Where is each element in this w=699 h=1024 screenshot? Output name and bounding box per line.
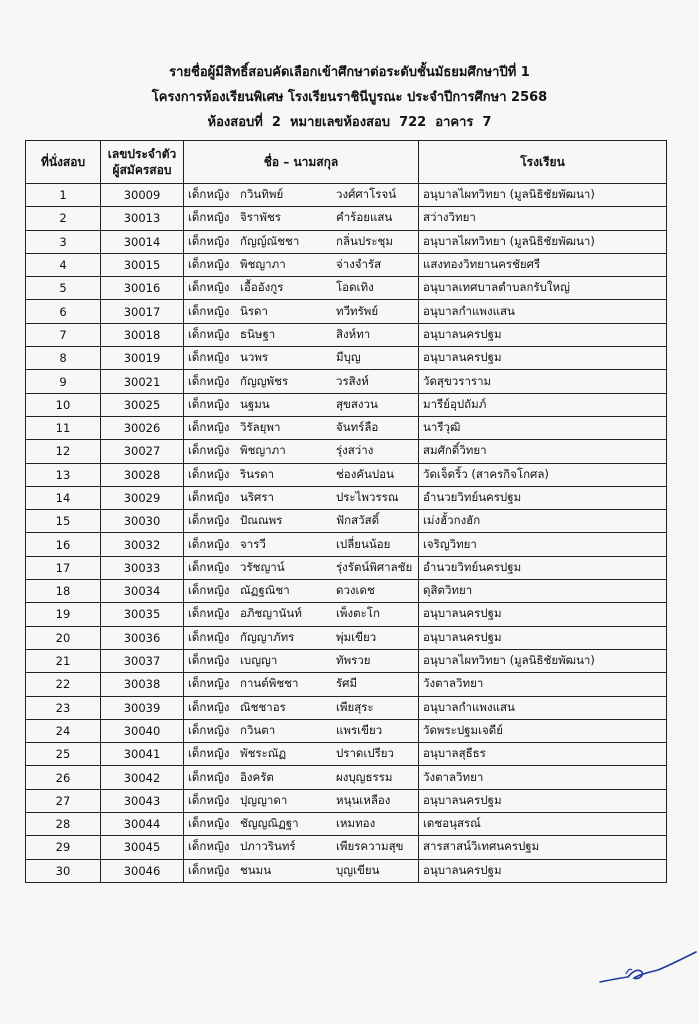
applicant-id: 30041 xyxy=(101,743,184,766)
last-name: ทวีทรัพย์ xyxy=(336,303,379,318)
last-name: สิงห์ทา xyxy=(336,326,371,341)
seat-number: 6 xyxy=(26,300,101,323)
name-prefix: เด็กหญิง xyxy=(188,746,230,761)
first-name: ชนมน xyxy=(240,862,272,877)
applicant-id: 30014 xyxy=(101,230,184,253)
table-header-row xyxy=(26,141,667,184)
last-name: จันทร์ลือ xyxy=(336,420,379,435)
last-name: โอดเทิง xyxy=(336,280,374,295)
last-name: เพ็งตะโก xyxy=(336,606,380,621)
table-row xyxy=(26,323,667,346)
applicant-id: 30028 xyxy=(101,463,184,486)
seat-number: 18 xyxy=(26,580,101,603)
title-line-1: รายชื่อผู้มีสิทธิ์สอบคัดเลือกเข้าศึกษาต่อระดับชั้นมัธยมศึกษาปีที่ 1 xyxy=(169,65,530,80)
applicant-id: 30013 xyxy=(101,207,184,230)
school-name: สารสาสน์วิเทศนครปฐม xyxy=(419,836,667,859)
seat-number: 8 xyxy=(26,347,101,370)
first-name: ปัณณพร xyxy=(240,513,283,528)
first-name: วิรัลยุพา xyxy=(240,420,281,435)
table-row xyxy=(26,393,667,416)
last-name: ปราดเปรียว xyxy=(336,746,395,761)
last-name: วงศ์ศาโรจน์ xyxy=(336,187,397,202)
seat-number: 4 xyxy=(26,253,101,276)
applicant-id: 30015 xyxy=(101,253,184,276)
applicant-id: 30042 xyxy=(101,766,184,789)
first-name: กัญญ์ณัชชา xyxy=(240,233,300,248)
first-name: ณัฏฐณิชา xyxy=(240,583,290,598)
seat-number: 22 xyxy=(26,673,101,696)
student-name xyxy=(184,789,419,812)
first-name: กัญญาภัทร xyxy=(240,629,295,644)
school-name: เจริญวิทยา xyxy=(419,533,667,556)
applicant-id: 30040 xyxy=(101,719,184,742)
candidate-table xyxy=(25,140,667,883)
school-name: อนุบาลนครปฐม xyxy=(419,323,667,346)
school-name: วัดพระปฐมเจดีย์ xyxy=(419,719,667,742)
name-prefix: เด็กหญิง xyxy=(188,187,230,202)
last-name: บุญเขียน xyxy=(336,862,380,877)
applicant-id: 30039 xyxy=(101,696,184,719)
school-name: อนุบาลไผทวิทยา (มูลนิธิชัยพัฒนา) xyxy=(419,649,667,672)
table-row xyxy=(26,789,667,812)
document-header xyxy=(0,60,699,135)
name-prefix: เด็กหญิง xyxy=(188,839,230,854)
seat-number: 19 xyxy=(26,603,101,626)
seat-number: 26 xyxy=(26,766,101,789)
name-prefix: เด็กหญิง xyxy=(188,559,230,574)
first-name: พิชญาภา xyxy=(240,257,286,272)
name-prefix: เด็กหญิง xyxy=(188,420,230,435)
seat-number: 5 xyxy=(26,277,101,300)
applicant-id: 30021 xyxy=(101,370,184,393)
applicant-id: 30035 xyxy=(101,603,184,626)
school-name: อำนวยวิทย์นครปฐม xyxy=(419,556,667,579)
school-name: มารีย์อุปถัมภ์ xyxy=(419,393,667,416)
student-name xyxy=(184,533,419,556)
table-row xyxy=(26,253,667,276)
applicant-id: 30046 xyxy=(101,859,184,882)
header-seat: ที่นั่งสอบ xyxy=(26,141,101,184)
header-applicant-id xyxy=(101,141,184,184)
school-name: เดชอนุสรณ์ xyxy=(419,813,667,836)
table-row xyxy=(26,277,667,300)
student-name xyxy=(184,626,419,649)
name-prefix: เด็กหญิง xyxy=(188,606,230,621)
first-name: จารวี xyxy=(240,536,266,551)
table-row xyxy=(26,649,667,672)
name-prefix: เด็กหญิง xyxy=(188,862,230,877)
school-name: สมศักดิ์วิทยา xyxy=(419,440,667,463)
last-name: พุ่มเขียว xyxy=(336,629,377,644)
table-row xyxy=(26,836,667,859)
name-prefix: เด็กหญิง xyxy=(188,629,230,644)
school-name: วังตาลวิทยา xyxy=(419,766,667,789)
last-name: มีบุญ xyxy=(336,350,361,365)
student-name xyxy=(184,673,419,696)
seat-number: 23 xyxy=(26,696,101,719)
name-prefix: เด็กหญิง xyxy=(188,373,230,388)
applicant-id: 30033 xyxy=(101,556,184,579)
last-name: เพียสุระ xyxy=(336,699,374,714)
table-row xyxy=(26,719,667,742)
table-row xyxy=(26,603,667,626)
first-name: พัชระณัฏ xyxy=(240,746,287,761)
school-name: อนุบาลสุธีธร xyxy=(419,743,667,766)
student-name xyxy=(184,253,419,276)
table-row xyxy=(26,626,667,649)
first-name: ปุญญาดา xyxy=(240,792,288,807)
school-name: อนุบาลกำแพงแสน xyxy=(419,300,667,323)
student-name xyxy=(184,300,419,323)
school-name: อนุบาลนครปฐม xyxy=(419,789,667,812)
last-name: เพียรความสุข xyxy=(336,839,404,854)
name-prefix: เด็กหญิง xyxy=(188,676,230,691)
last-name: แพรเขียว xyxy=(336,722,383,737)
last-name: ทัพรวย xyxy=(336,653,371,668)
table-row xyxy=(26,696,667,719)
first-name: กานต์พิชชา xyxy=(240,676,299,691)
applicant-id: 30019 xyxy=(101,347,184,370)
student-name xyxy=(184,696,419,719)
first-name: ปภาวรินทร์ xyxy=(240,839,296,854)
first-name: กัญญพัชร xyxy=(240,373,289,388)
table-row xyxy=(26,556,667,579)
table-row xyxy=(26,347,667,370)
name-prefix: เด็กหญิง xyxy=(188,443,230,458)
first-name: เอื้ออังกูร xyxy=(240,280,284,295)
header-name: ชื่อ – นามสกุล xyxy=(184,141,419,184)
first-name: อิงครัต xyxy=(240,769,274,784)
student-name xyxy=(184,347,419,370)
applicant-id: 30027 xyxy=(101,440,184,463)
table-body xyxy=(26,184,667,883)
table-row xyxy=(26,184,667,207)
student-name xyxy=(184,370,419,393)
header-school: โรงเรียน xyxy=(419,141,667,184)
applicant-id: 30045 xyxy=(101,836,184,859)
table-row xyxy=(26,370,667,393)
student-name xyxy=(184,393,419,416)
first-name: เบญญา xyxy=(240,653,278,668)
table-row xyxy=(26,743,667,766)
name-prefix: เด็กหญิง xyxy=(188,792,230,807)
last-name: รุ่งสว่าง xyxy=(336,443,374,458)
seat-number: 13 xyxy=(26,463,101,486)
first-name: ณิชชาอร xyxy=(240,699,286,714)
applicant-id: 30025 xyxy=(101,393,184,416)
header-applicant-id-line2: ผู้สมัครสอบ xyxy=(112,163,172,177)
seat-number: 9 xyxy=(26,370,101,393)
first-name: นริศรา xyxy=(240,490,274,504)
last-name: สุขสงวน xyxy=(336,396,378,411)
school-name: สว่างวิทยา xyxy=(419,207,667,230)
last-name: หนุนเหลือง xyxy=(336,792,391,807)
student-name xyxy=(184,813,419,836)
name-prefix: เด็กหญิง xyxy=(188,280,230,295)
first-name: ชัญญณิฏฐา xyxy=(240,816,299,831)
school-name: อนุบาลนครปฐม xyxy=(419,626,667,649)
name-prefix: เด็กหญิง xyxy=(188,303,230,318)
table-row xyxy=(26,813,667,836)
seat-number: 16 xyxy=(26,533,101,556)
first-name: กวินทิพย์ xyxy=(240,187,284,202)
name-prefix: เด็กหญิง xyxy=(188,326,230,341)
first-name: นวพร xyxy=(240,350,269,365)
school-name: อนุบาลนครปฐม xyxy=(419,859,667,882)
table-row xyxy=(26,766,667,789)
seat-number: 14 xyxy=(26,486,101,509)
table-row xyxy=(26,416,667,439)
school-name: วัดสุขวราราม xyxy=(419,370,667,393)
seat-number: 2 xyxy=(26,207,101,230)
table-row xyxy=(26,463,667,486)
student-name xyxy=(184,486,419,509)
student-name xyxy=(184,207,419,230)
last-name: ช่องคันปอน xyxy=(336,466,394,481)
name-prefix: เด็กหญิง xyxy=(188,466,230,481)
last-name: ประไพวรรณ xyxy=(336,490,399,504)
header-applicant-id-line1: เลขประจำตัว xyxy=(107,147,177,161)
school-name: อำนวยวิทย์นครปฐม xyxy=(419,486,667,509)
student-name xyxy=(184,463,419,486)
school-name: ดุสิตวิทยา xyxy=(419,580,667,603)
student-name xyxy=(184,766,419,789)
name-prefix: เด็กหญิง xyxy=(188,536,230,551)
school-name: เม่งฮั้วกงฮัก xyxy=(419,510,667,533)
table-row xyxy=(26,859,667,882)
student-name xyxy=(184,743,419,766)
table-row xyxy=(26,580,667,603)
student-name xyxy=(184,510,419,533)
applicant-id: 30037 xyxy=(101,649,184,672)
name-prefix: เด็กหญิง xyxy=(188,257,230,272)
seat-number: 11 xyxy=(26,416,101,439)
school-name: อนุบาลไผทวิทยา (มูลนิธิชัยพัฒนา) xyxy=(419,184,667,207)
last-name: เหมทอง xyxy=(336,816,376,831)
seat-number: 27 xyxy=(26,789,101,812)
name-prefix: เด็กหญิง xyxy=(188,816,230,831)
table-row xyxy=(26,207,667,230)
seat-number: 7 xyxy=(26,323,101,346)
name-prefix: เด็กหญิง xyxy=(188,513,230,528)
applicant-id: 30044 xyxy=(101,813,184,836)
last-name: ฟักสวัสดิ์ xyxy=(336,513,380,528)
first-name: รินรดา xyxy=(240,466,275,481)
seat-number: 3 xyxy=(26,230,101,253)
name-prefix: เด็กหญิง xyxy=(188,396,230,411)
school-name: อนุบาลกำแพงแสน xyxy=(419,696,667,719)
student-name xyxy=(184,556,419,579)
seat-number: 20 xyxy=(26,626,101,649)
applicant-id: 30030 xyxy=(101,510,184,533)
table-row xyxy=(26,230,667,253)
first-name: ธนิษฐา xyxy=(240,326,276,341)
last-name: เปลี่ยนน้อย xyxy=(336,536,391,551)
last-name: ผงบุญธรรม xyxy=(336,769,393,784)
name-prefix: เด็กหญิง xyxy=(188,699,230,714)
first-name: จิราพัชร xyxy=(240,210,281,225)
signature-icon xyxy=(598,950,698,990)
table-row xyxy=(26,533,667,556)
seat-number: 17 xyxy=(26,556,101,579)
student-name xyxy=(184,580,419,603)
school-name: วังตาลวิทยา xyxy=(419,673,667,696)
last-name: กลิ่นประชุม xyxy=(336,233,393,248)
seat-number: 12 xyxy=(26,440,101,463)
seat-number: 30 xyxy=(26,859,101,882)
table-row xyxy=(26,300,667,323)
first-name: วรัชญาน์ xyxy=(240,559,285,574)
student-name xyxy=(184,416,419,439)
name-prefix: เด็กหญิง xyxy=(188,653,230,668)
first-name: อภิชญานันท์ xyxy=(240,606,302,621)
applicant-id: 30029 xyxy=(101,486,184,509)
name-prefix: เด็กหญิง xyxy=(188,769,230,784)
table-row xyxy=(26,486,667,509)
applicant-id: 30034 xyxy=(101,580,184,603)
student-name xyxy=(184,277,419,300)
seat-number: 15 xyxy=(26,510,101,533)
student-name xyxy=(184,230,419,253)
title-line-2: โครงการห้องเรียนพิเศษ โรงเรียนราชินีบูรณะ ประจำปีการศึกษา 2568 xyxy=(151,90,548,105)
applicant-id: 30026 xyxy=(101,416,184,439)
last-name: วรสิงห์ xyxy=(336,373,369,388)
student-name xyxy=(184,440,419,463)
name-prefix: เด็กหญิง xyxy=(188,490,230,504)
last-name: คำร้อยแสน xyxy=(336,210,393,225)
title-line-3: ห้องสอบที่ 2 หมายเลขห้องสอบ 722 อาคาร 7 xyxy=(207,115,492,130)
applicant-id: 30038 xyxy=(101,673,184,696)
school-name: แสงทองวิทยานครชัยศรี xyxy=(419,253,667,276)
first-name: พิชญาภา xyxy=(240,443,286,458)
student-name xyxy=(184,603,419,626)
table-row xyxy=(26,510,667,533)
student-name xyxy=(184,323,419,346)
applicant-id: 30043 xyxy=(101,789,184,812)
school-name: อนุบาลเทศบาลตำบลกรับใหญ่ xyxy=(419,277,667,300)
student-name xyxy=(184,859,419,882)
applicant-id: 30032 xyxy=(101,533,184,556)
seat-number: 28 xyxy=(26,813,101,836)
last-name: จ่างจำรัส xyxy=(336,257,382,272)
seat-number: 24 xyxy=(26,719,101,742)
name-prefix: เด็กหญิง xyxy=(188,210,230,225)
school-name: อนุบาลนครปฐม xyxy=(419,603,667,626)
applicant-id: 30036 xyxy=(101,626,184,649)
applicant-id: 30018 xyxy=(101,323,184,346)
seat-number: 10 xyxy=(26,393,101,416)
name-prefix: เด็กหญิง xyxy=(188,583,230,598)
student-name xyxy=(184,184,419,207)
school-name: อนุบาลนครปฐม xyxy=(419,347,667,370)
name-prefix: เด็กหญิง xyxy=(188,350,230,365)
seat-number: 21 xyxy=(26,649,101,672)
student-name xyxy=(184,719,419,742)
table-row xyxy=(26,673,667,696)
first-name: กวินตา xyxy=(240,722,276,737)
table-row xyxy=(26,440,667,463)
school-name: นารีวุฒิ xyxy=(419,416,667,439)
seat-number: 29 xyxy=(26,836,101,859)
name-prefix: เด็กหญิง xyxy=(188,722,230,737)
seat-number: 25 xyxy=(26,743,101,766)
first-name: นฐมน xyxy=(240,396,270,411)
last-name: รัศมี xyxy=(336,676,358,691)
last-name: ดวงเดช xyxy=(336,583,375,598)
student-name xyxy=(184,836,419,859)
applicant-id: 30017 xyxy=(101,300,184,323)
last-name: รุ่งรัตน์พิศาลชัย xyxy=(336,559,413,574)
name-prefix: เด็กหญิง xyxy=(188,233,230,248)
school-name: วัดเจ็ดริ้ว (สาครกิจโกศล) xyxy=(419,463,667,486)
student-name xyxy=(184,649,419,672)
applicant-id: 30016 xyxy=(101,277,184,300)
seat-number: 1 xyxy=(26,184,101,207)
first-name: นิรดา xyxy=(240,303,268,318)
applicant-id: 30009 xyxy=(101,184,184,207)
school-name: อนุบาลไผทวิทยา (มูลนิธิชัยพัฒนา) xyxy=(419,230,667,253)
